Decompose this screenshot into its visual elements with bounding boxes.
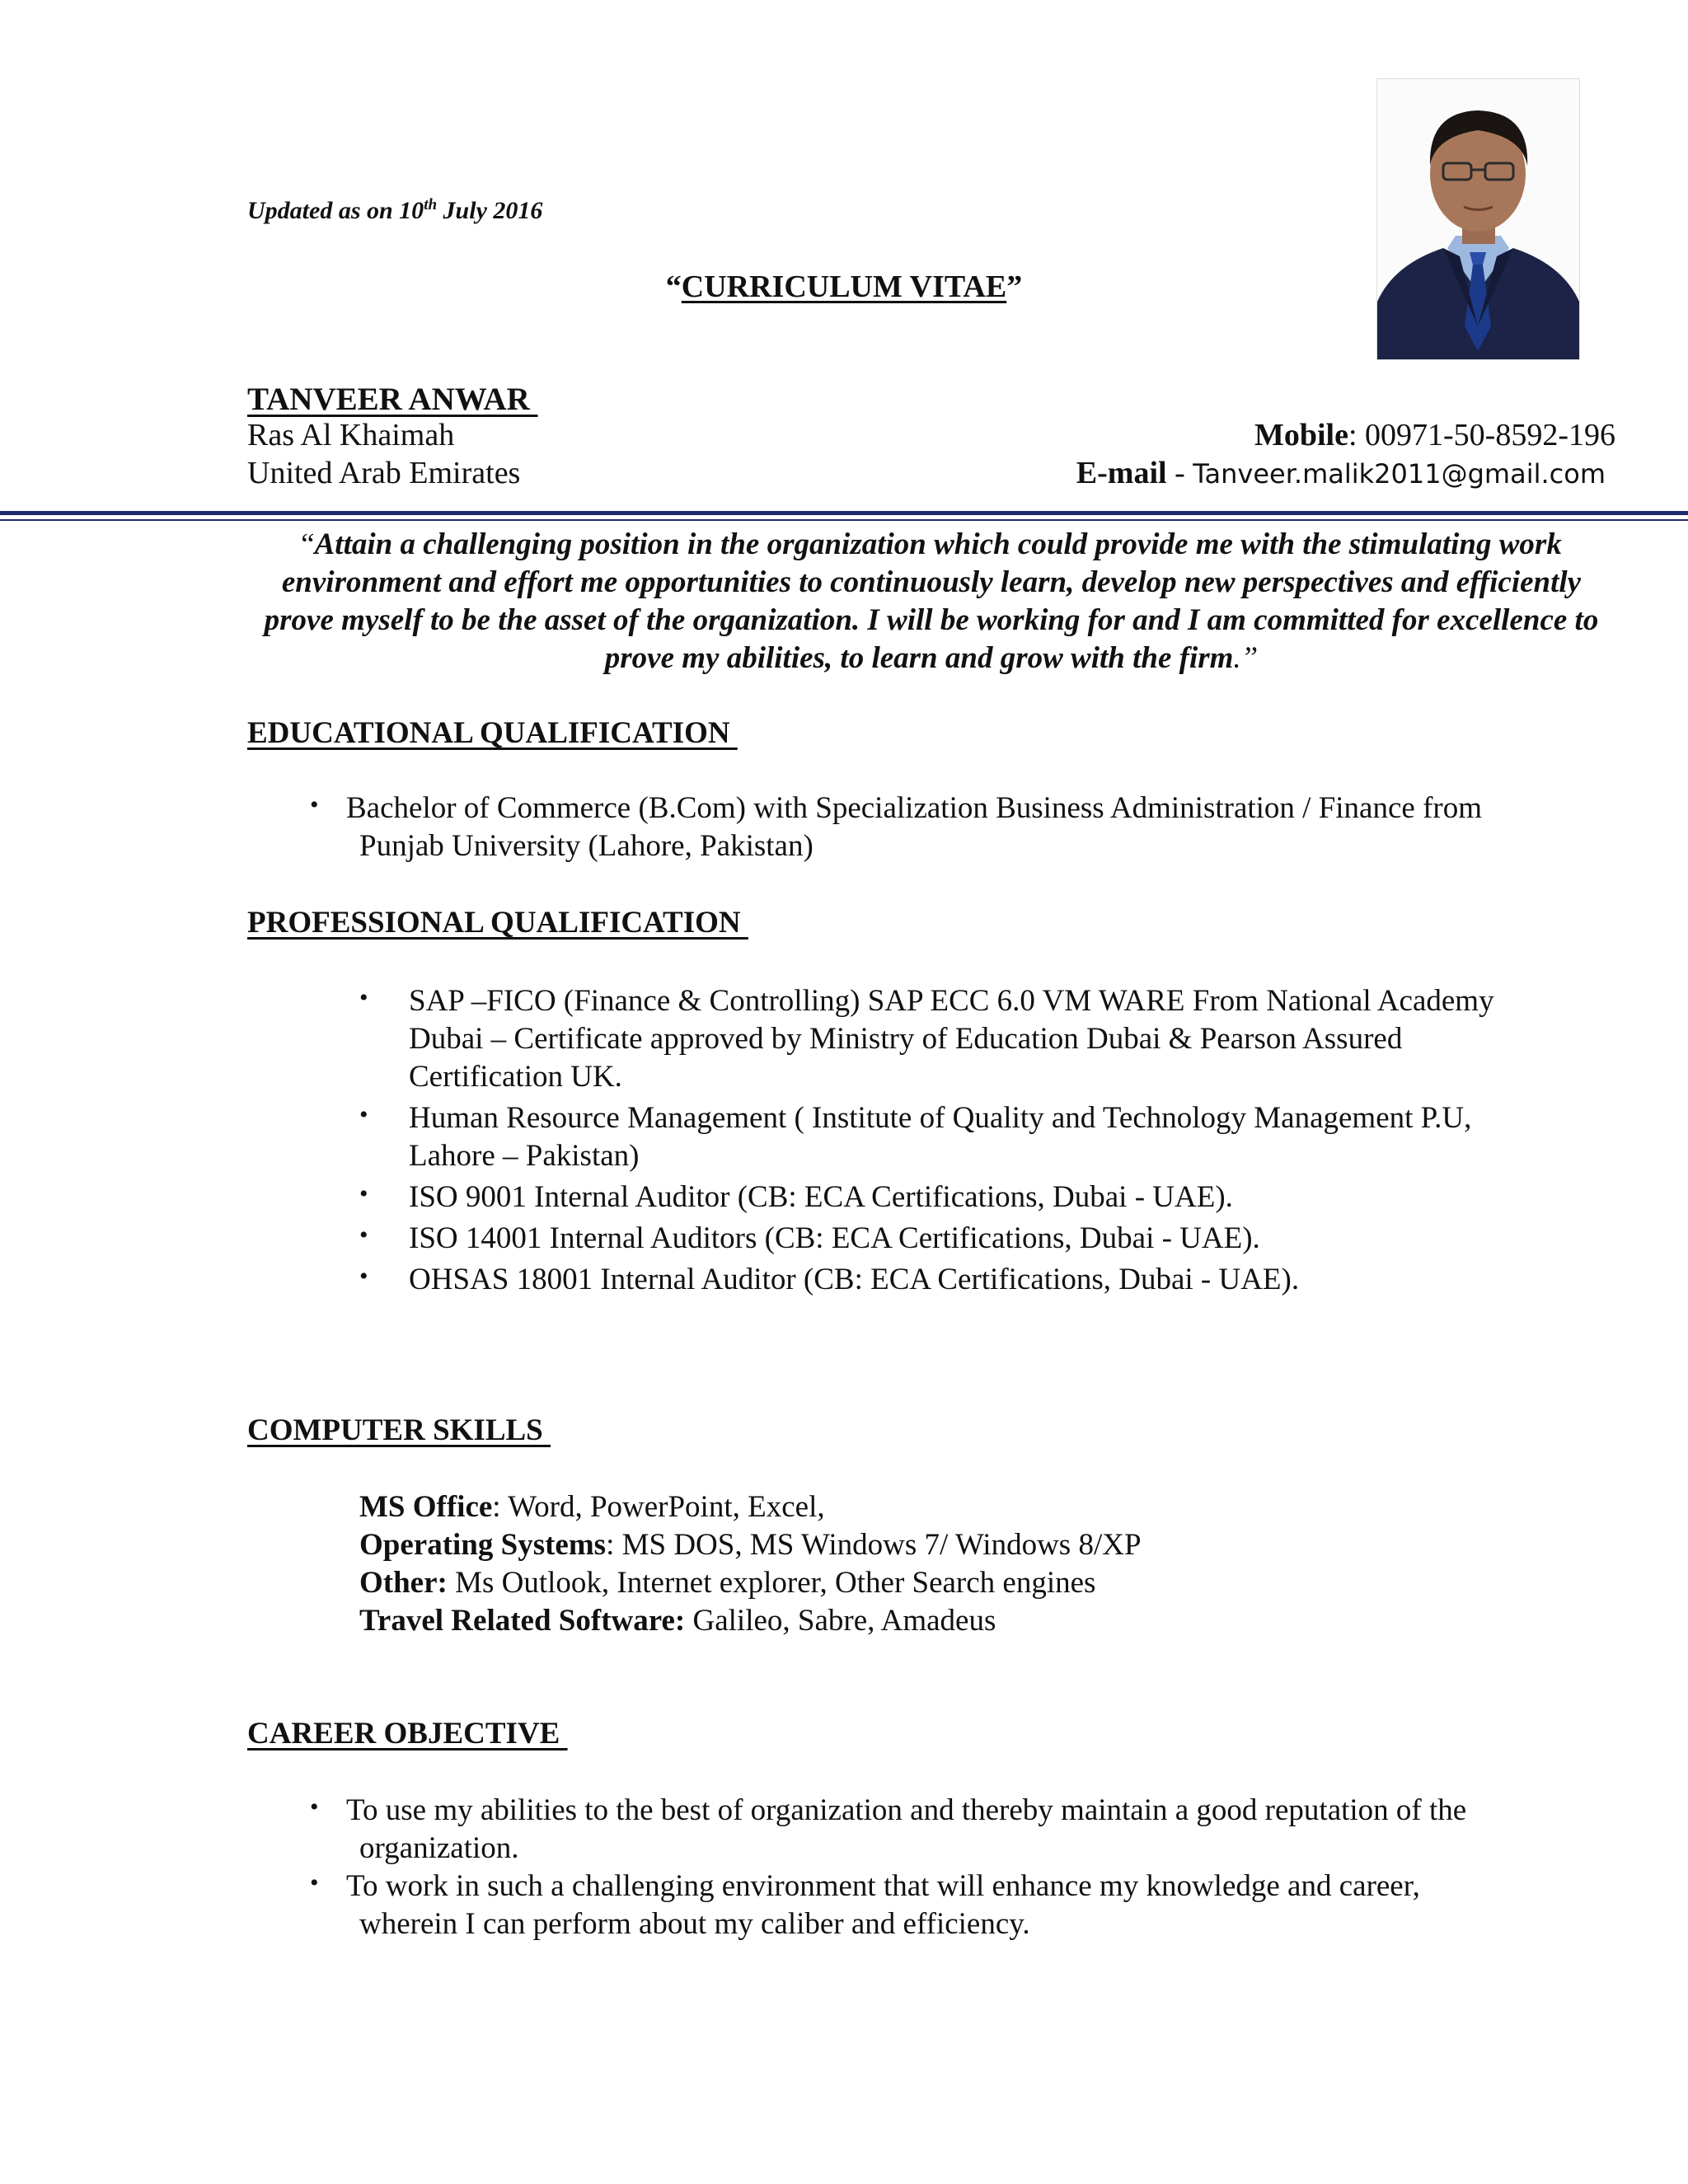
list-item-continued: Lahore – Pakistan) — [409, 1139, 640, 1173]
updated-date — [247, 196, 542, 225]
computer-skills-heading: COMPUTER SKILLS — [247, 1413, 551, 1447]
skill-row — [359, 1602, 1142, 1640]
mobile-label: Mobile — [1254, 418, 1348, 452]
list-item-continued: Punjab University (Lahore, Pakistan) — [359, 829, 814, 863]
address-city: Ras Al Khaimah — [247, 418, 455, 452]
bullet-icon: • — [310, 1793, 319, 1821]
list-item: To use my abilities to the best of organization and thereby maintain a good reputation of the — [346, 1793, 1467, 1827]
header-divider-thick — [0, 511, 1688, 515]
skill-label: Travel Related Software: — [359, 1604, 686, 1638]
updated-date-suffix: July 2016 — [437, 197, 543, 224]
mobile-separator: : — [1348, 418, 1366, 452]
bullet-icon: • — [359, 1101, 368, 1128]
profile-photo — [1376, 78, 1580, 360]
skill-value: Galileo, Sabre, Amadeus — [685, 1604, 996, 1638]
objective-open-quote: “ — [301, 527, 315, 561]
skill-value: Ms Outlook, Internet explorer, Other Search engines — [447, 1566, 1096, 1600]
list-item: ISO 14001 Internal Auditors (CB: ECA Certifications, Dubai - UAE). — [409, 1221, 1260, 1255]
list-item-continued: Certification UK. — [409, 1060, 622, 1094]
bullet-icon: • — [310, 1869, 319, 1896]
list-item-continued: Dubai – Certificate approved by Ministry of Education Dubai & Pearson Assured — [409, 1022, 1403, 1056]
objective-statement — [247, 526, 1615, 677]
candidate-name: TANVEER ANWAR — [247, 382, 538, 417]
title-open-quote: “ — [665, 269, 682, 304]
career-objective-heading: CAREER OBJECTIVE — [247, 1717, 568, 1750]
objective-text: Attain a challenging position in the organization which could provide me with the stimulating work environment and effort me opportunities to continuously learn, develop new perspectives and efficiently prove myself to be the asset of the organization. I will be working for and I am committed for excellence to prove my abilities, to learn and grow with the firm — [264, 527, 1599, 675]
education-heading: EDUCATIONAL QUALIFICATION — [247, 716, 738, 750]
list-item: SAP –FICO (Finance & Controlling) SAP ECC 6.0 VM WARE From National Academy — [409, 984, 1494, 1018]
professional-heading: PROFESSIONAL QUALIFICATION — [247, 906, 748, 940]
address-country: United Arab Emirates — [247, 456, 521, 490]
bullet-icon: • — [310, 791, 319, 818]
list-item: ISO 9001 Internal Auditor (CB: ECA Certifications, Dubai - UAE). — [409, 1180, 1233, 1214]
bullet-icon: • — [359, 1221, 368, 1249]
list-item: Human Resource Management ( Institute of Quality and Technology Management P.U, — [409, 1101, 1472, 1135]
header-divider-thin — [0, 519, 1688, 521]
bullet-icon: • — [359, 1263, 368, 1290]
title-text: CURRICULUM VITAE — [681, 269, 1007, 304]
updated-date-prefix: Updated as on 10 — [247, 197, 424, 224]
objective-close-quote: .” — [1233, 641, 1259, 675]
skill-row — [359, 1526, 1142, 1564]
list-item: OHSAS 18001 Internal Auditor (CB: ECA Certifications, Dubai - UAE). — [409, 1263, 1300, 1296]
computer-skills-list — [359, 1488, 1142, 1640]
mobile-line — [1254, 417, 1615, 453]
bullet-icon: • — [359, 984, 368, 1011]
bullet-icon: • — [359, 1180, 368, 1207]
skill-row — [359, 1488, 1142, 1526]
skill-label: MS Office — [359, 1490, 493, 1524]
updated-date-sup: th — [424, 196, 438, 213]
skill-value: : MS DOS, MS Windows 7/ Windows 8/XP — [606, 1528, 1142, 1562]
skill-row — [359, 1564, 1142, 1602]
email-line — [1076, 455, 1606, 491]
list-item-continued: organization. — [359, 1831, 519, 1865]
email-label: E-mail — [1076, 456, 1167, 490]
skill-value: : Word, PowerPoint, Excel, — [492, 1490, 825, 1524]
email-separator: - — [1166, 456, 1193, 490]
skill-label: Operating Systems — [359, 1528, 607, 1562]
list-item-continued: wherein I can perform about my caliber and efficiency. — [359, 1907, 1030, 1941]
mobile-number: 00971-50-8592-196 — [1365, 418, 1615, 452]
list-item: Bachelor of Commerce (B.Com) with Specialization Business Administration / Finance from — [346, 791, 1482, 825]
title-close-quote: ” — [1006, 269, 1023, 304]
list-item: To work in such a challenging environment that will enhance my knowledge and career, — [346, 1869, 1420, 1903]
skill-label: Other: — [359, 1566, 448, 1600]
email-address[interactable]: Tanveer.malik2011@gmail.com — [1193, 458, 1606, 490]
